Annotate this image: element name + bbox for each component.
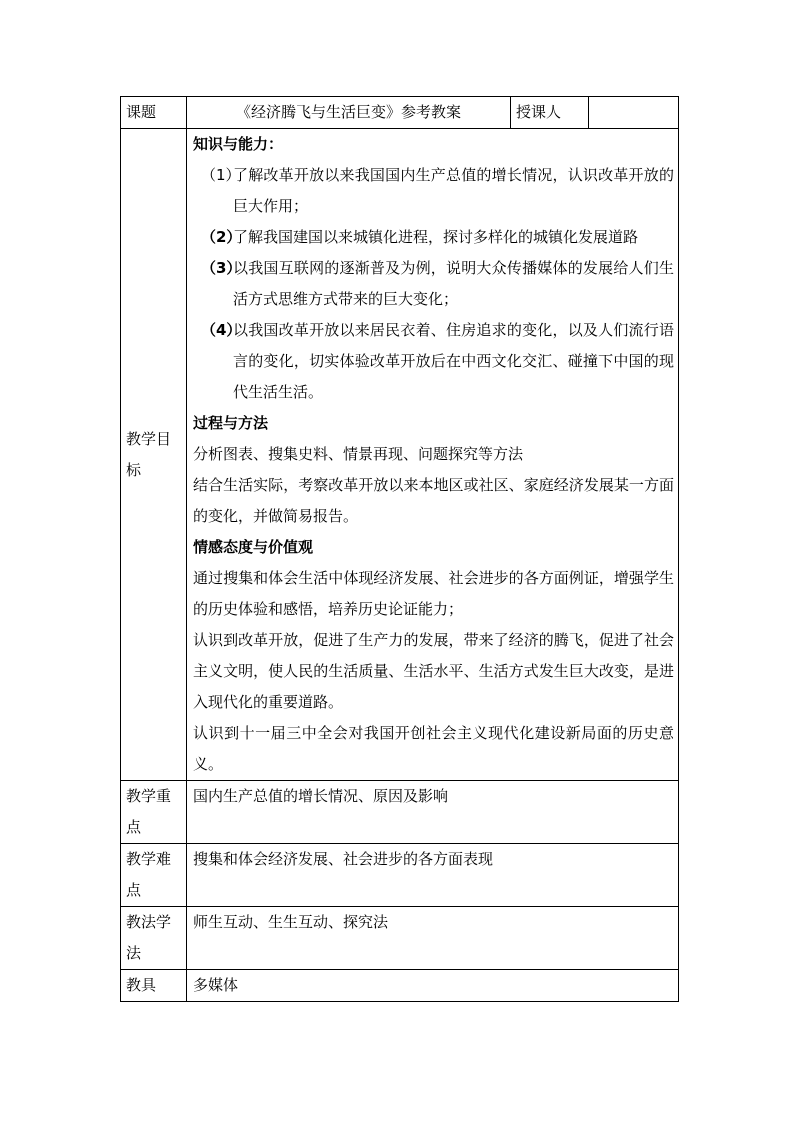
difficulties-label: 教学难点 [121, 844, 187, 907]
objectives-row [121, 129, 679, 781]
title-row [121, 97, 679, 129]
objectives-content [187, 129, 679, 781]
key-points-row [121, 781, 679, 844]
objective-number: （4） [201, 321, 242, 339]
tools-row [121, 970, 679, 1002]
methods-row [121, 907, 679, 970]
lesson-title: 《经济腾飞与生活巨变》参考教案 [187, 97, 511, 129]
objective-item [193, 222, 674, 253]
values-heading: 情感态度与价值观 [193, 538, 314, 556]
objective-text: 以我国改革开放以来居民衣着、住房追求的变化，以及人们流行语言的变化，切实体验改革开放后在中西文化交汇、碰撞下中国的现代生活生活。 [233, 321, 674, 401]
key-points-text: 国内生产总值的增长情况、原因及影响 [187, 781, 679, 844]
topic-label: 课题 [121, 97, 187, 129]
values-paragraph: 认识到改革开放，促进了生产力的发展，带来了经济的腾飞，促进了社会主义文明，使人民的生活质量、生活水平、生活方式发生巨大改变，是进入现代化的重要道路。 [193, 631, 674, 711]
values-paragraph: 认识到十一届三中全会对我国开创社会主义现代化建设新局面的历史意义。 [193, 724, 674, 773]
objective-number: （3） [201, 259, 242, 277]
objective-item [193, 315, 674, 408]
process-paragraph: 分析图表、搜集史料、情景再现、问题探究等方法 [193, 445, 524, 463]
difficulties-row [121, 844, 679, 907]
values-paragraph: 通过搜集和体会生活中体现经济发展、社会进步的各方面例证，增强学生的历史体验和感悟，培养历史论证能力； [193, 569, 674, 618]
methods-text: 师生互动、生生互动、探究法 [187, 907, 679, 970]
tools-label: 教具 [121, 970, 187, 1002]
objective-text: 以我国互联网的逐渐普及为例，说明大众传播媒体的发展给人们生活方式思维方式带来的巨大变化； [233, 259, 674, 308]
objective-text: 了解我国建国以来城镇化进程，探讨多样化的城镇化发展道路 [233, 228, 639, 246]
objective-text: 了解改革开放以来我国国内生产总值的增长情况，认识改革开放的巨大作用； [233, 166, 674, 215]
teacher-value [589, 97, 679, 129]
knowledge-heading: 知识与能力： [193, 135, 284, 153]
objective-item [193, 160, 674, 222]
difficulties-text: 搜集和体会经济发展、社会进步的各方面表现 [187, 844, 679, 907]
process-paragraph: 结合生活实际，考察改革开放以来本地区或社区、家庭经济发展某一方面的变化，并做简易报告。 [193, 476, 674, 525]
lesson-plan-table [120, 96, 679, 1002]
objective-item [193, 253, 674, 315]
key-points-label: 教学重点 [121, 781, 187, 844]
objectives-label: 教学目标 [121, 129, 187, 781]
objective-number: （2） [201, 228, 242, 246]
objective-number: （1） [201, 166, 241, 184]
process-heading: 过程与方法 [193, 414, 269, 432]
methods-label: 教法学法 [121, 907, 187, 970]
teacher-label: 授课人 [511, 97, 589, 129]
tools-text: 多媒体 [187, 970, 679, 1002]
